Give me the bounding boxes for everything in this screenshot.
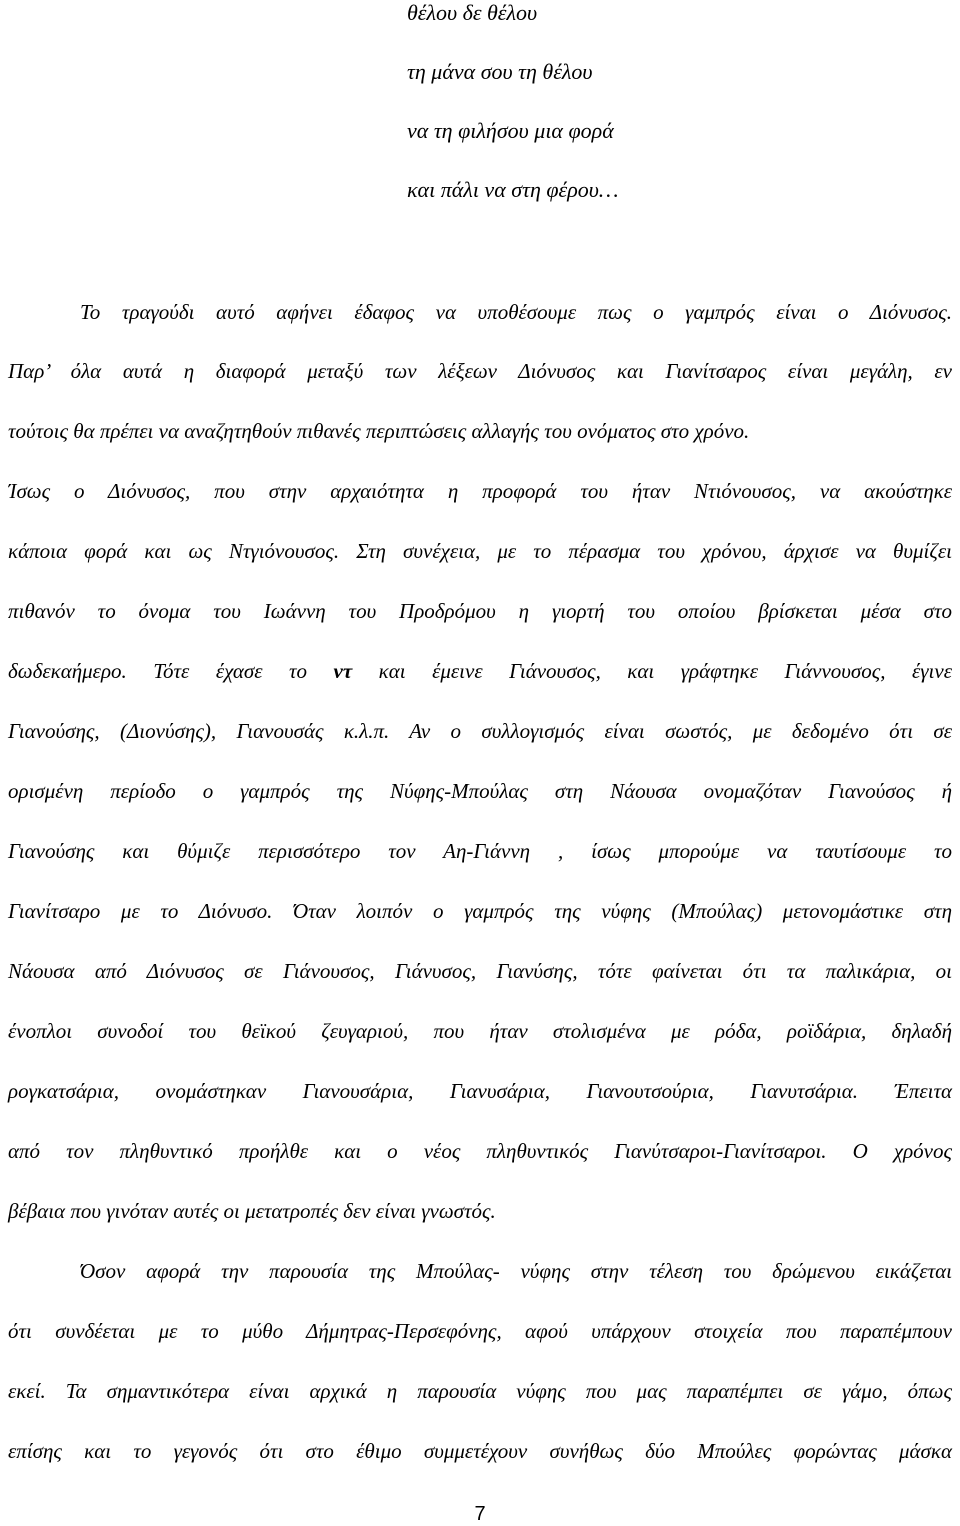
text-line: Γιανούσης, (Διονύσης), Γιανουσάς κ.λ.π. Αν ο συλλογισμός είναι σωστός, με δεδομένο ότι σε [8,719,952,743]
text-line: τούτοις θα πρέπει να αναζητηθούν πιθανές περιπτώσεις αλλαγής του ονόματος στο χρόνο. [8,419,750,443]
text-segment: δωδεκαήμερο. Τότε έχασε το [8,659,334,683]
text-line: ορισμένη περίοδο ο γαμπρός της Νύφης-Μπούλας στη Νάουσα ονομαζόταν Γιανούσος ή [8,779,952,803]
text-line: εκεί. Τα σημαντικότερα είναι αρχικά η παρουσία νύφης που μας παραπέμπει σε γάμο, όπως [8,1379,952,1403]
text-line: πιθανόν το όνομα του Ιωάννη του Προδρόμου η γιορτή του οποίου βρίσκεται μέσα στο [8,599,952,623]
page-number: 7 [474,1503,486,1525]
bold-text-segment: ντ [333,659,353,683]
text-line: Γιανίτσαρο με το Διόνυσο. Όταν λοιπόν ο γαμπρός της νύφης (Μπούλας) μετονομάστικε στη [8,899,952,923]
text-line: Το τραγούδι αυτό αφήνει έδαφος να υποθέσουμε πως ο γαμπρός είναι ο Διόνυσος. [80,300,952,324]
text-line: Νάουσα από Διόνυσος σε Γιάνουσος, Γιάνυσος, Γιανύσης, τότε φαίνεται ότι τα παλικάρια, οι [8,959,952,983]
text-line: κάποια φορά και ως Ντγιόνουσος. Στη συνέχεια, με το πέρασμα του χρόνου, άρχισε να θυμίζει [8,539,952,563]
verse-line: θέλου δε θέλου [407,0,538,25]
text-line: επίσης και το γεγονός ότι στο έθιμο συμμετέχουν συνήθως δύο Μπούλες φορώντας μάσκα [8,1439,952,1463]
text-line [8,658,952,684]
text-line: Όσον αφορά την παρουσία της Μπούλας- νύφης στην τέλεση του δρώμενου εικάζεται [80,1259,952,1283]
text-line: Γιανούσης και θύμιζε περισσότερο τον Αη-Γιάννη , ίσως μπορούμε να ταυτίσουμε το [8,839,952,863]
verse-line: και πάλι να στη φέρου… [407,177,619,202]
verse-line: να τη φιλήσου μια φορά [407,118,614,143]
text-line: ρογκατσάρια, ονομάστηκαν Γιανουσάρια, Γιανυσάρια, Γιανουτσούρια, Γιανυτσάρια. Έπειτα [8,1079,952,1103]
text-line: ένοπλοι συνοδοί του θεϊκού ζευγαριού, που ήταν στολισμένα με ρόδα, ροϊδάρια, δηλαδή [8,1019,952,1043]
text-line: Παρ’ όλα αυτά η διαφορά μεταξύ των λέξεων Διόνυσος και Γιανίτσαρος είναι μεγάλη, εν [8,359,952,383]
text-line: από τον πληθυντικό προήλθε και ο νέος πληθυντικός Γιανύτσαροι-Γιανίτσαροι. Ο χρόνος [8,1139,952,1163]
verse-line: τη μάνα σου τη θέλου [407,59,593,84]
text-line: βέβαια που γινόταν αυτές οι μετατροπές δεν είναι γνωστός. [8,1199,496,1223]
text-line: Ίσως ο Διόνυσος, που στην αρχαιότητα η προφορά του ήταν Ντιόνουσος, να ακούστηκε [8,479,952,503]
text-line: ότι συνδέεται με το μύθο Δήμητρας-Περσεφόνης, αφού υπάρχουν στοιχεία που παραπέμπουν [8,1319,952,1343]
text-segment: και έμεινε Γιάνουσος, και γράφτηκε Γιάννουσος, έγινε [352,659,952,683]
